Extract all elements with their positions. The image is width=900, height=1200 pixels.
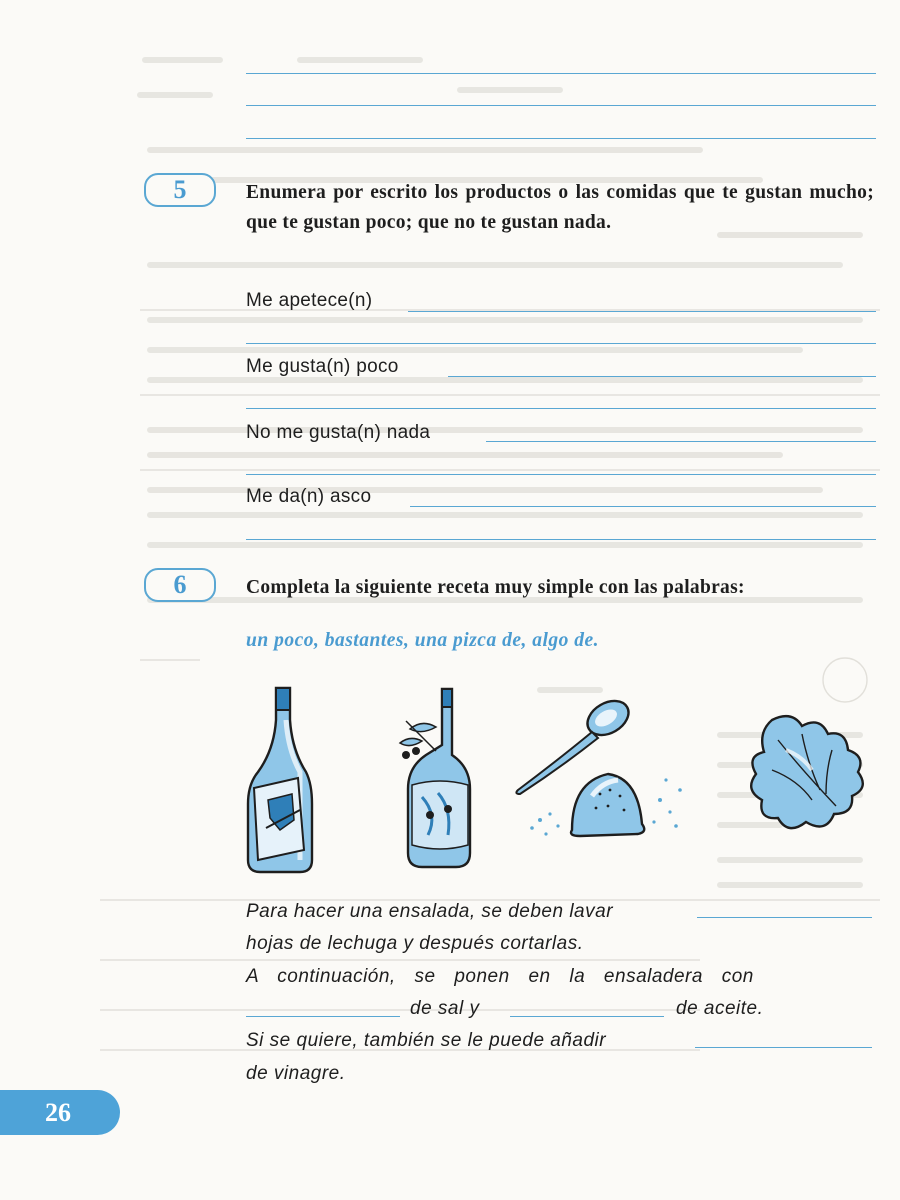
answer-line[interactable] (410, 506, 876, 507)
task-6-instruction: Completa la siguiente receta muy simple con las palabras: (246, 577, 745, 598)
bottle-icon (240, 680, 320, 880)
task-5-number-badge: 5 (144, 173, 216, 207)
task-6-word-bank: un poco, bastantes, una pizca de, algo de. (246, 630, 600, 651)
task-6-number-badge: 6 (144, 568, 216, 602)
recipe-blank-3[interactable] (510, 1016, 664, 1017)
answer-line[interactable] (246, 474, 876, 475)
recipe-line-6: de vinagre. (246, 1063, 346, 1084)
answer-line[interactable] (486, 441, 876, 442)
prompt-no-me-gusta-nada: No me gusta(n) nada (246, 422, 431, 443)
recipe-blank-4[interactable] (695, 1047, 872, 1048)
prompt-me-gusta-poco: Me gusta(n) poco (246, 356, 399, 377)
recipe-line-2: hojas de lechuga y después cortarlas. (246, 933, 584, 954)
answer-line[interactable] (246, 105, 876, 106)
answer-line[interactable] (408, 311, 876, 312)
recipe-line-1: Para hacer una ensalada, se deben lavar (246, 901, 614, 922)
prompt-me-da-asco: Me da(n) asco (246, 486, 372, 507)
salt-pile-icon (520, 760, 690, 845)
recipe-line-5: Si se quiere, también se le puede añadir (246, 1030, 607, 1051)
recipe-line-3: A continuación, se ponen en la ensaladera con (246, 966, 754, 987)
task-5-instruction: Enumera por escrito los productos o las comidas que te gustan mucho; que te gustan poco; que no te gustan nada. (246, 182, 874, 233)
answer-line[interactable] (246, 408, 876, 409)
answer-line[interactable] (448, 376, 876, 377)
prompt-me-apetece: Me apetece(n) (246, 290, 373, 311)
recipe-blank-2[interactable] (246, 1016, 400, 1017)
page-number: 26 (0, 1090, 120, 1135)
recipe-line-4b: de aceite. (676, 998, 764, 1019)
answer-line[interactable] (246, 343, 876, 344)
recipe-blank-1[interactable] (697, 917, 872, 918)
lettuce-icon (742, 710, 872, 840)
answer-line[interactable] (246, 539, 876, 540)
answer-line[interactable] (246, 73, 876, 74)
oil-bottle-icon (392, 685, 502, 880)
recipe-line-4a: de sal y (410, 998, 480, 1019)
answer-line[interactable] (246, 138, 876, 139)
